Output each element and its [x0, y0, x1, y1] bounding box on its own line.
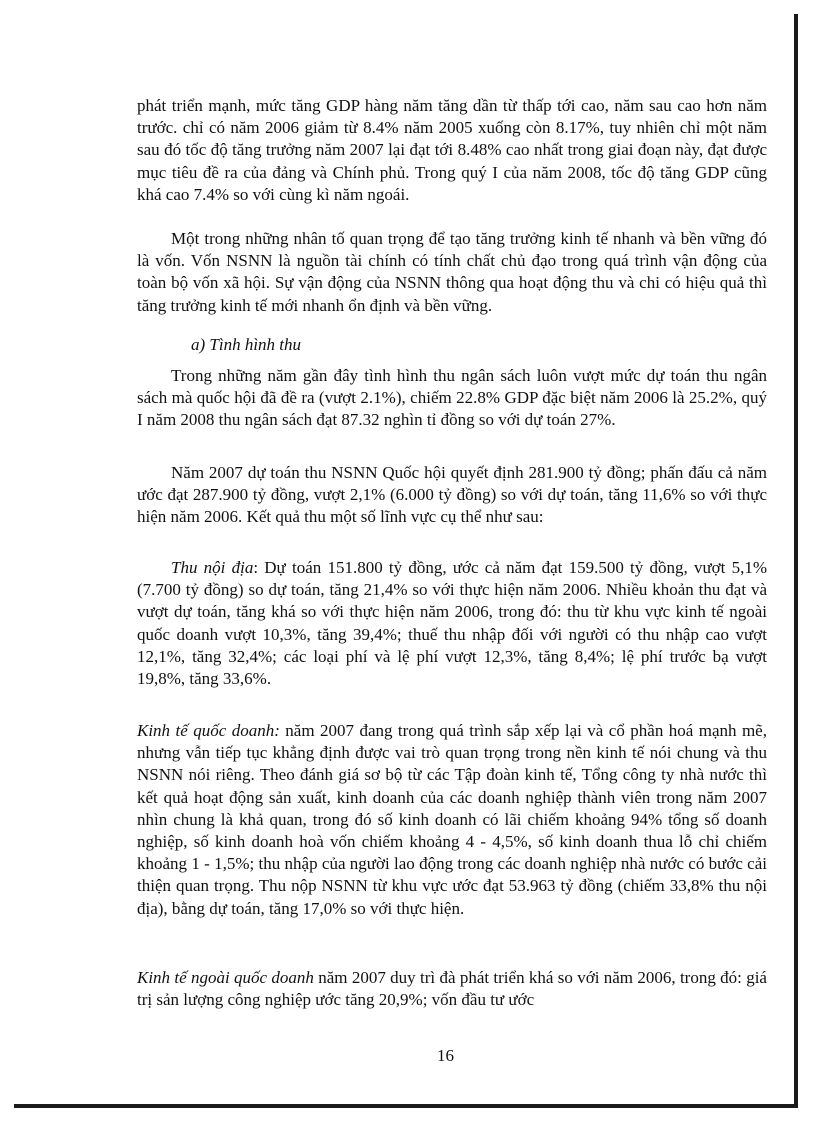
paragraph-text: năm 2007 đang trong quá trình sắp xếp lại và cổ phần hoá mạnh mẽ, nhưng vẫn tiếp tục khẳng định được vai trò quan trọng trong nền kinh tế nói chung và thu NSNN nói riêng. Theo đánh giá sơ bộ từ các Tập đoàn kinh tế, Tổng công ty nhà nước thì kết quả hoạt động sản xuất, kinh doanh của các doanh nghiệp thành viên trong năm 2007 nhìn chung là khả quan, trong đó số kinh doanh có lãi chiếm khoảng 94% tổng số doanh nghiệp, số kinh doanh hoà vốn chiếm khoảng 4 - 4,5%, số kinh doanh thua lỗ chỉ chiếm khoảng 1 - 1,5%; thu nhập của người lao động trong các doanh nghiệp nhà nước có bước cải thiện quan trọng. Thu nộp NSNN từ khu vực ước đạt 53.963 tỷ đồng (chiếm 33,8% thu nội địa), bằng dự toán, tăng 17,0% so với thực hiện. [137, 721, 767, 918]
paragraph-domestic-revenue [137, 557, 767, 690]
page-number: 16 [437, 1046, 454, 1065]
paragraph-text: Năm 2007 dự toán thu NSNN Quốc hội quyết định 281.900 tỷ đồng; phấn đấu cả năm ước đạt 287.900 tỷ đồng, vượt 2,1% (6.000 tỷ đồng) so với dự toán, tăng 11,6% so với thực hiện năm 2006. Kết quả thu một số lĩnh vực cụ thể như sau: [137, 463, 767, 527]
paragraph-text: năm 2007 duy trì đà phát triển khá so với năm 2006, trong đó: giá trị sản lượng công nghiệp ước tăng 20,9%; vốn đầu tư ước [137, 968, 767, 1010]
paragraph-capital [137, 228, 767, 317]
paragraph-private-sector [137, 967, 767, 1011]
paragraph-state-enterprises [137, 720, 767, 920]
paragraph-text: : Dự toán 151.800 tỷ đồng, ước cả năm đạt 159.500 tỷ đồng, vượt 5,1% (7.700 tỷ đồng) so dự toán, tăng 21,4% so với thực hiện năm 2006. Nhiều khoản thu đạt và vượt dự toán, tăng khá so với thực hiện năm 2006, trong đó: thu từ khu vực kinh tế ngoài quốc doanh vượt 10,3%, tăng 39,4%; thuế thu nhập đối với người có thu nhập cao vượt 12,1%, tăng 32,4%; các loại phí và lệ phí vượt 12,3%, tăng 8,4%; lệ phí trước bạ vượt 19,8%, tăng 33,6%. [137, 558, 767, 689]
term-label: Kinh tế quốc doanh: [137, 721, 280, 740]
paragraph-text: phát triển mạnh, mức tăng GDP hàng năm tăng dần từ thấp tới cao, năm sau cao hơn năm trước. chỉ có năm 2006 giảm từ 8.4% năm 2005 xuống còn 8.17%, tuy nhiên chỉ một năm sau đó tốc độ tăng trưởng năm 2007 lại đạt tới 8.48% cao nhất trong giai đoạn này, đạt được mục tiêu đề ra của đảng và Chính phủ. Trong quý I của năm 2008, tốc độ tăng GDP cũng khá cao 7.4% so với cùng kì năm ngoái. [137, 96, 767, 204]
paragraph-revenue-overview [137, 365, 767, 432]
paragraph-gdp-growth [137, 95, 767, 206]
page-shadow-bottom [14, 1104, 798, 1108]
term-label: Thu nội địa [171, 558, 254, 577]
section-heading-revenue: a) Tình hình thu [191, 335, 302, 354]
paragraph-2007-estimate [137, 462, 767, 529]
paragraph-text: Trong những năm gần đây tình hình thu ngân sách luôn vượt mức dự toán thu ngân sách mà quốc hội đã đề ra (vượt 2.1%), chiếm 22.8% GDP đặc biệt năm 2006 là 25.2%, quý I năm 2008 thu ngân sách đạt 87.32 nghìn tỉ đồng so với dự toán 27%. [137, 366, 767, 430]
page-shadow-right [794, 14, 798, 1106]
term-label: Kinh tế ngoài quốc doanh [137, 968, 314, 987]
paragraph-text: Một trong những nhân tố quan trọng để tạo tăng trưởng kinh tế nhanh và bền vững đó là vốn. Vốn NSNN là nguồn tài chính có tính chất chủ đạo trong quá trình vận động của toàn bộ vốn xã hội. Sự vận động của NSNN thông qua hoạt động thu và chi có hiệu quả thì tăng trưởng kinh tế mới nhanh ổn định và bền vững. [137, 229, 767, 315]
